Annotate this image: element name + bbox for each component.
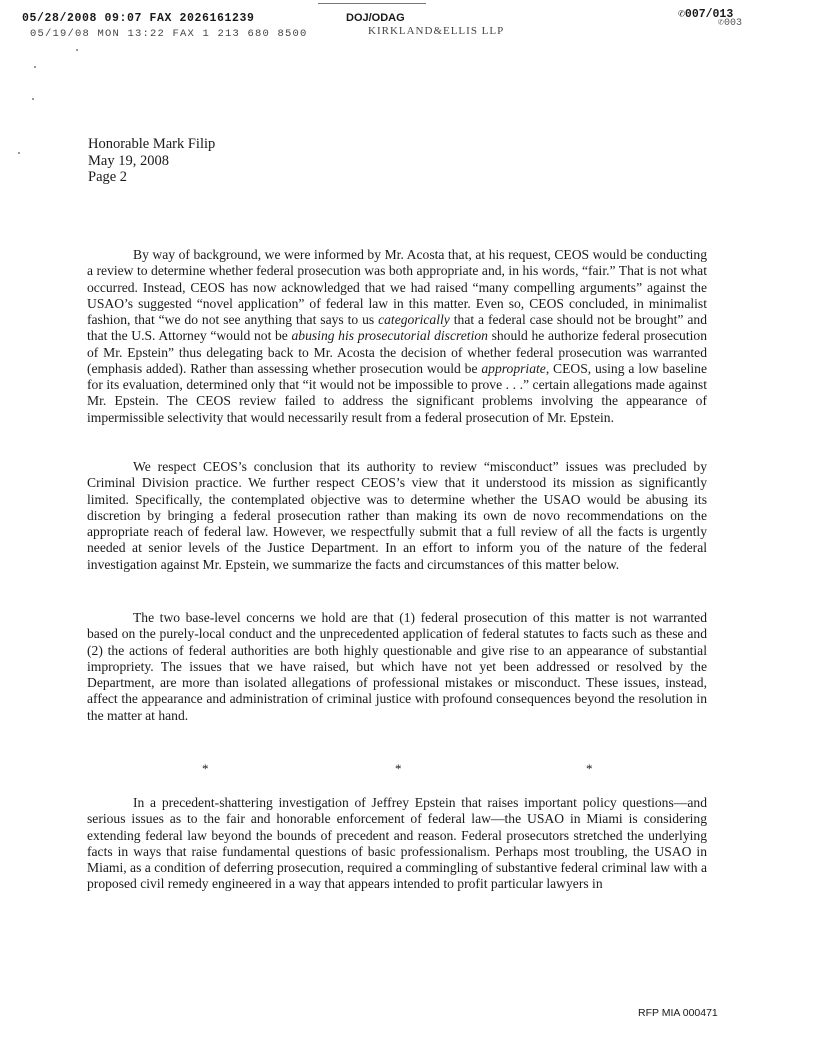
paragraph-background: By way of background, we were informed by Mr. Acosta that, at his request, CEOS would be conducting a review to determine whether federal prosecution was both appropriate and, in his words, “fair.” That is not what occurred. Instead, CEOS has now acknowledged that we had raised “many compelling arguments” against the USAO’s suggested “novel application” of federal law in this matter. Even so, CEOS concluded, in minimalist fashion, that “we do not see anything that says to us categorically that a federal case should not be brought” and that the U.S. Attorney “would not be abusing his prosecutorial discretion should he authorize federal prosecution of Mr. Epstein” thus delegating back to Mr. Acosta the decision of whether federal prosecution was warranted (emphasis added). Rather than assessing whether prosecution would be appropriate, CEOS, using a low baseline for its evaluation, determined only that “it would not be impossible to prove . . .” certain allegations made against Mr. Epstein. The CEOS review failed to address the significant problems involving the appearance of impermissible selectivity that would necessarily result from a federal prosecution of Mr. Epstein. — [87, 247, 707, 425]
scan-speck — [18, 152, 20, 154]
header-rule — [318, 3, 426, 4]
emphasis-categorically: categorically — [378, 312, 450, 327]
paragraph-investigation: In a precedent-shattering investigation of Jeffrey Epstein that raises important policy questions—and serious issues as to the fair and honorable enforcement of federal law—the USAO in Miami is considering extending federal law beyond the bounds of precedent and reason. Federal prosecutors stretched the underlying facts in ways that raise fundamental questions of basic professionalism. Perhaps most troubling, the USAO in Miami, as a condition of deferring prosecution, required a commingling of substantive federal criminal law with a proposed civil remedy engineered in a way that appears intended to profit particular lawyers in — [87, 795, 707, 892]
section-separator-star: * — [202, 761, 209, 776]
fax-page-counter: ✆007/013 — [678, 8, 734, 21]
scan-speck — [32, 98, 34, 100]
scan-speck — [34, 66, 36, 68]
emphasis-abusing-discretion: abusing his prosecutorial discretion — [291, 328, 488, 344]
bates-number: RFP MIA 000471 — [638, 1007, 718, 1019]
fax-transmission-line-secondary: 05/19/08 MON 13:22 FAX 1 213 680 8500 — [30, 28, 308, 40]
section-separator-star: * — [395, 761, 402, 776]
fax-department: DOJ/ODAG — [346, 12, 405, 24]
page-number: Page 2 — [88, 169, 128, 185]
paragraph-ceos-conclusion: We respect CEOS’s conclusion that its authority to review “misconduct” issues was precluded by Criminal Division practice. We further respect CEOS’s view that it understood its mission as significantly limited. Specifically, the contemplated objective was to determine whether the USAO would be abusing its discretion by bringing a federal prosecution rather than making its own de novo recommendations on the appropriate reach of federal law. However, we respectfully submit that a full review of all the facts is urgently needed at senior levels of the Justice Department. In an effort to inform you of the nature of the federal investigation against Mr. Epstein, we summarize the facts and circumstances of this matter below. — [87, 459, 707, 572]
fax-page-counter-secondary: ✆003 — [718, 18, 743, 29]
letter-date: May 19, 2008 — [88, 152, 169, 169]
letter-heading — [88, 136, 215, 186]
emphasis-appropriate: appropriate — [481, 360, 546, 376]
fax-transmission-line: 05/28/2008 09:07 FAX 2026161239 — [22, 12, 255, 25]
recipient-name: Honorable Mark Filip — [88, 136, 216, 152]
scan-speck — [76, 49, 78, 51]
fax-firm: KIRKLAND&ELLIS LLP — [368, 25, 505, 37]
section-separator-star: * — [586, 761, 593, 776]
paragraph-concerns: The two base-level concerns we hold are that (1) federal prosecution of this matter is not warranted based on the purely-local conduct and the unprecedented application of federal statutes to facts such as these and (2) the actions of federal authorities are both highly questionable and give rise to an appearance of substantial impropriety. The issues that we have raised, but which have not yet been addressed or resolved by the Department, are more than isolated allegations of professional mistakes or misconduct. These issues, instead, affect the appearance and administration of criminal justice with profound consequences beyond the resolution in the matter at hand. — [87, 610, 707, 723]
